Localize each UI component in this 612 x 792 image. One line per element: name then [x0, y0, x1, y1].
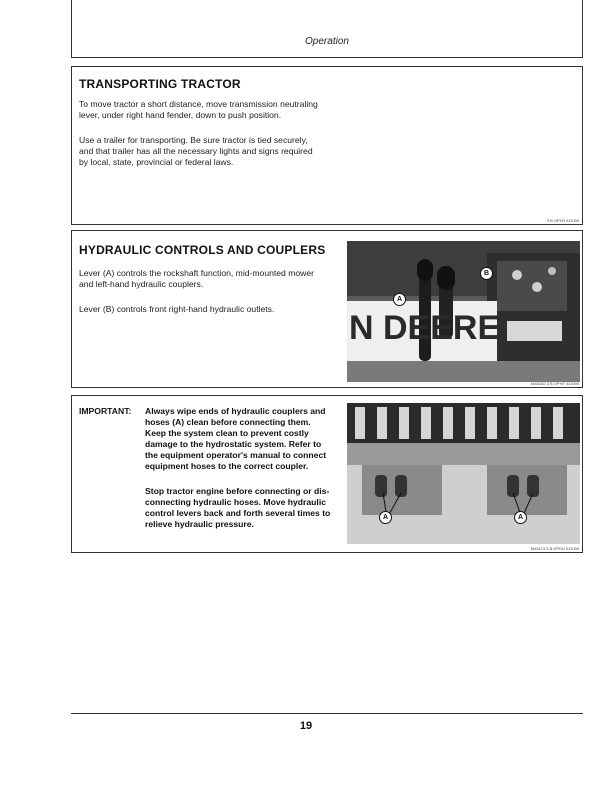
text-line: control levers back and forth several times to [145, 508, 331, 518]
text-line: Stop tractor engine before connecting or dis- [145, 486, 330, 496]
header-title: Operation [305, 36, 349, 47]
hydraulic-heading: HYDRAULIC CONTROLS AND COUPLERS [79, 243, 326, 257]
text-line: Lever (A) controls the rockshaft function, mid-mounted mower [79, 268, 314, 278]
reference-code: M43432 3 B OPHT 011090 [531, 381, 579, 386]
text-line: the equipment operator's manual to connect [145, 450, 327, 460]
text-line: equipment hoses to the correct coupler. [145, 461, 309, 471]
text-line: relieve hydraulic pressure. [145, 519, 254, 529]
callout-a-left: A [379, 511, 392, 524]
text-line: and that trailer has all the necessary lights and signs required [79, 146, 313, 156]
important-section [71, 395, 583, 553]
transporting-tractor-section [71, 66, 583, 225]
important-paragraph-2 [145, 486, 340, 530]
text-line: Use a trailer for transporting. Be sure tractor is tied securely, [79, 135, 308, 145]
callout-a: A [393, 293, 406, 306]
text-line: by local, state, provincial or federal laws. [79, 157, 234, 167]
footer-rule [71, 713, 583, 714]
hydraulic-controls-section [71, 230, 583, 388]
text-line: Keep the system clean to prevent costly [145, 428, 309, 438]
text-line: lever, under right hand fender, down to push position. [79, 110, 282, 120]
hydraulic-paragraph-2 [79, 304, 274, 315]
text-line: Lever (B) controls front right-hand hydraulic outlets. [79, 304, 275, 314]
text-line: Always wipe ends of hydraulic couplers and [145, 406, 326, 416]
page-header-frame [71, 0, 583, 58]
text-line: connecting hydraulic hoses. Move hydraulic [145, 497, 326, 507]
reference-code: 3 B OPH3 011090 [546, 218, 579, 223]
text-line: hoses (A) clean before connecting them. [145, 417, 311, 427]
reference-code: M43473 3 B OPHU 011090 [530, 546, 579, 551]
decal-text: N DEERE [349, 309, 501, 347]
transporting-paragraph-1 [79, 99, 318, 121]
important-label: IMPORTANT: [79, 406, 132, 416]
text-line: and left-hand hydraulic couplers. [79, 279, 204, 289]
page-number: 19 [299, 720, 313, 732]
transporting-heading: TRANSPORTING TRACTOR [79, 77, 241, 91]
important-paragraph-1 [145, 406, 340, 472]
callout-a-right: A [514, 511, 527, 524]
callout-b: B [480, 267, 493, 280]
text-line: To move tractor a short distance, move transmission neutraling [79, 99, 318, 109]
text-line: damage to the hydrostatic system. Refer to [145, 439, 322, 449]
photo-illustration [347, 241, 580, 382]
couplers-photo [347, 403, 580, 544]
hydraulic-levers-photo [347, 241, 580, 382]
hydraulic-paragraph-1 [79, 268, 314, 290]
transporting-paragraph-2 [79, 135, 313, 168]
